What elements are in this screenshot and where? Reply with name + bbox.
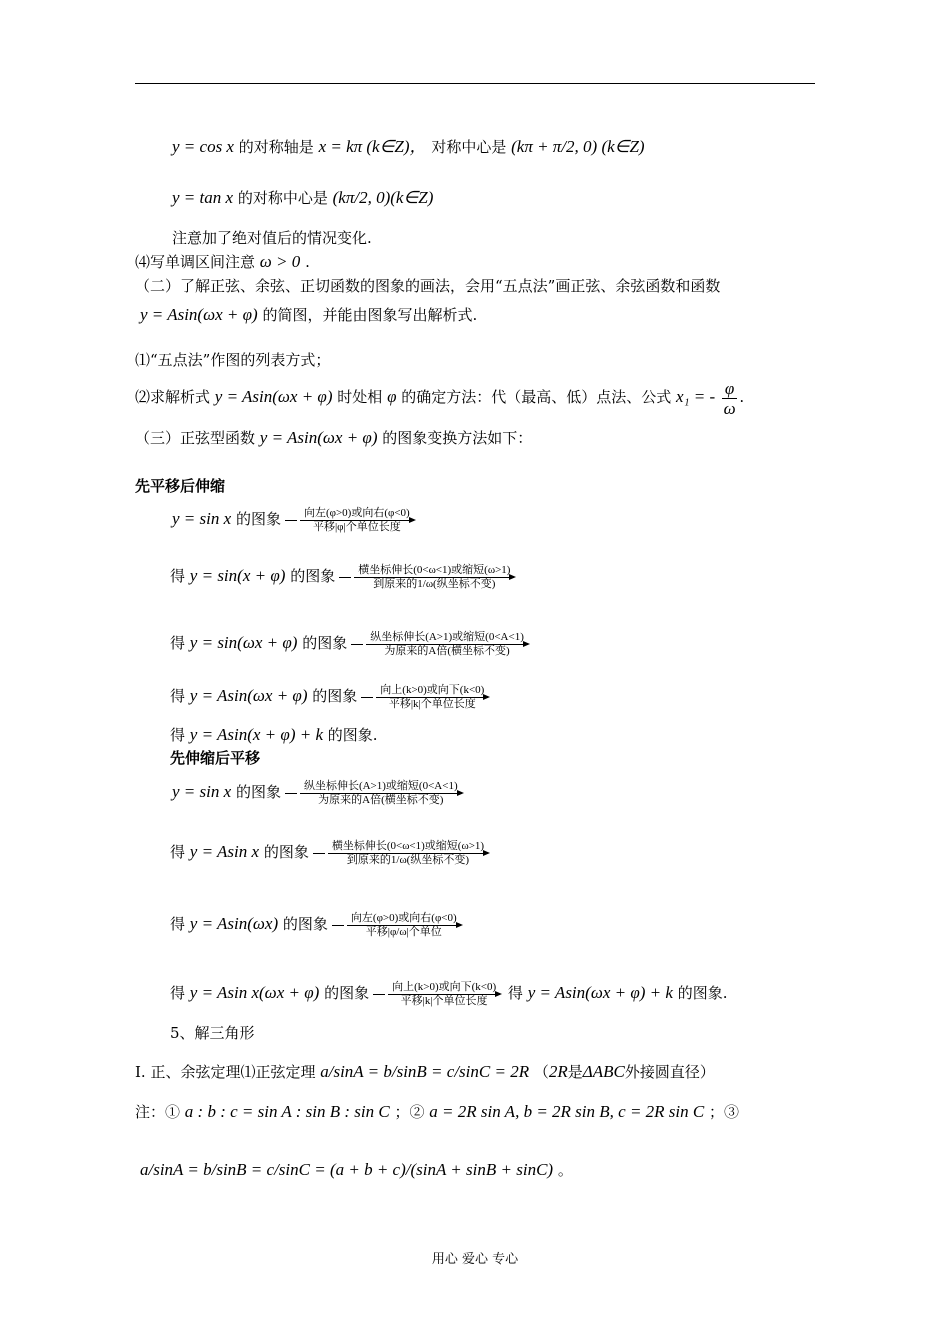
step-formula: y = sin(ωx + φ) xyxy=(189,633,298,652)
step-lead: 得 xyxy=(170,726,186,744)
arrow-top-label: 向上(k>0)或向下(k<0) xyxy=(380,683,485,696)
item-2-phi: φ xyxy=(387,387,397,406)
arrow-bottom-label: 为原来的A倍(横坐标不变) xyxy=(384,644,510,657)
heading-scale-first: 先伸缩后平移 xyxy=(170,749,261,767)
phi-over-omega: $\frac{\varphi}{\omega}$ xyxy=(723,378,736,418)
transform-arrow xyxy=(328,840,488,867)
step-lead: 得 xyxy=(170,567,186,585)
step-text: 的图象 xyxy=(312,687,358,705)
note-3-line xyxy=(140,1160,573,1180)
tan-value: (kπ/2, 0)(k∈Z) xyxy=(332,188,434,207)
heading-translate-first: 先平移后伸缩 xyxy=(135,477,226,495)
arrow-dash xyxy=(373,994,385,995)
step-text: 的图象 xyxy=(324,984,370,1002)
arrow-bottom-label: 平移|φ|个单位长度 xyxy=(312,520,401,533)
step-formula: y = Asin(ωx + φ) xyxy=(189,686,308,705)
method1-step xyxy=(170,719,378,751)
step-lead: 得 xyxy=(170,915,186,933)
arrow-shaft xyxy=(300,793,462,794)
arrow-shaft xyxy=(328,853,488,854)
section-3-prefix: （三）正弦型函数 xyxy=(135,429,256,447)
arrow-top-label: 向上(k>0)或向下(k<0) xyxy=(392,980,497,993)
arrow-top-label: 向左(φ>0)或向右(φ<0) xyxy=(350,911,457,924)
transform-arrow xyxy=(300,507,414,534)
step-text: 的图象 xyxy=(290,567,336,585)
section-3 xyxy=(135,428,532,448)
method1-step xyxy=(170,627,531,659)
tan-symmetry-line xyxy=(172,188,433,208)
item-4 xyxy=(135,252,310,272)
step-lead: 得 xyxy=(170,687,186,705)
arrow-shaft xyxy=(300,520,414,521)
cos-axis-value: x = kπ (k∈Z)， xyxy=(318,137,427,156)
arrow-bottom-label: 到原来的1/ω(纵坐标不变) xyxy=(373,577,496,590)
arrow-top-label: 横坐标伸长(0<ω<1)或缩短(ω>1) xyxy=(358,563,511,576)
arrow-dash xyxy=(285,520,297,521)
item-2-suffix: 的确定方法：代（最高、低）点法、公式 xyxy=(401,388,672,406)
note-2: a = 2R sin A, b = 2R sin B, c = 2R sin C xyxy=(429,1102,705,1121)
note-3-end: 。 xyxy=(557,1161,573,1179)
step-text: 的图象 xyxy=(302,634,348,652)
tan-formula: y = tan x xyxy=(172,188,234,207)
sine-law-line xyxy=(135,1052,715,1092)
arrow-top-label: 纵坐标伸长(A>1)或缩短(0<A<1) xyxy=(303,779,458,792)
step-lead: 得 xyxy=(170,843,186,861)
tail-text: 的图象. xyxy=(677,984,728,1002)
paren-open: （ xyxy=(533,1063,549,1081)
section-2-tail: 的简图，并能由图象写出解析式. xyxy=(262,306,478,324)
two-r: 2R xyxy=(548,1062,568,1081)
step-formula: y = Asin(ωx) xyxy=(189,914,279,933)
arrow-bottom-label: 平移|φ/ω|个单位 xyxy=(365,925,442,938)
transform-arrow xyxy=(376,684,488,711)
method2-step xyxy=(170,836,491,868)
tail-lead: 得 xyxy=(507,984,523,1002)
transform-arrow xyxy=(354,564,514,591)
item-4-formula: ω > 0 xyxy=(259,252,301,271)
diameter-text: 外接圆直径） xyxy=(624,1063,715,1081)
step-text: 的图象 xyxy=(235,783,281,801)
method2-step xyxy=(170,977,727,1009)
page-footer: 用心 爱心 专心 xyxy=(431,1252,519,1267)
abs-note: 注意加了绝对值后的情况变化. xyxy=(172,229,372,247)
arrow-shaft xyxy=(354,577,514,578)
arrow-dash xyxy=(339,577,351,578)
cos-symmetry-line xyxy=(172,137,645,157)
arrow-bottom-label: 为原来的A倍(横坐标不变) xyxy=(318,793,444,806)
tail-formula: y = Asin(ωx + φ) + k xyxy=(527,983,673,1002)
step-text: 的图象. xyxy=(327,726,378,744)
sine-law-formula: a/sinA = b/sinB = c/sinC = 2R xyxy=(320,1062,530,1081)
item-2-formula: y = Asin(ωx + φ) xyxy=(214,387,333,406)
arrow-bottom-label: 平移|k|个单位长度 xyxy=(400,994,488,1007)
notes-line xyxy=(135,1102,739,1122)
arrow-dash xyxy=(285,793,297,794)
cos-center-text: 对称中心是 xyxy=(431,138,507,156)
method2-step xyxy=(170,908,464,940)
tan-text: 的对称中心是 xyxy=(237,189,328,207)
note-sep-1: ；② xyxy=(394,1103,425,1121)
triangle-abc: ΔABC xyxy=(582,1062,625,1081)
header-rule xyxy=(135,83,815,84)
cos-center-value: (kπ + π/2, 0) (k∈Z) xyxy=(511,137,645,156)
step-text: 的图象 xyxy=(282,915,328,933)
section-2-line-2 xyxy=(140,305,477,325)
section-2-text: （二）了解正弦、余弦、正切函数的图象的画法，会用“五点法”画正弦、余弦函数和函数 xyxy=(135,277,721,295)
arrow-dash xyxy=(332,925,344,926)
arrow-bottom-label: 到原来的1/ω(纵坐标不变) xyxy=(346,853,470,866)
arrow-shaft xyxy=(347,925,461,926)
note-1: a : b : c = sin A : sin B : sin C xyxy=(184,1102,390,1121)
arrow-shaft xyxy=(388,994,500,995)
method1-step xyxy=(170,680,491,712)
arrow-top-label: 向左(φ>0)或向右(φ<0) xyxy=(303,506,410,519)
transform-arrow xyxy=(347,912,461,939)
section-5-heading: 5、解三角形 xyxy=(170,1024,255,1042)
arrow-shaft xyxy=(366,644,528,645)
item-2: ⑵求解析式 y = Asin(ωx + φ) 时处相 φ 的确定方法：代（最高、低）点法、公式 x₁ = - $\frac{\varphi}{\omega}$ . xyxy=(135,378,745,418)
is-text: 是 xyxy=(567,1063,583,1081)
step-formula: y = Asin x(ωx + φ) xyxy=(189,983,320,1002)
transform-arrow xyxy=(388,981,500,1008)
step-lead: 得 xyxy=(170,984,186,1002)
method1-step xyxy=(170,560,517,592)
arrow-dash xyxy=(313,853,325,854)
arrow-bottom-label: 平移|k|个单位长度 xyxy=(388,697,476,710)
section-3-formula: y = Asin(ωx + φ) xyxy=(259,428,378,447)
section-2-formula: y = Asin(ωx + φ) xyxy=(140,305,258,324)
step-formula: y = sin(x + φ) xyxy=(189,566,286,585)
step-lead: 得 xyxy=(170,634,186,652)
section-3-suffix: 的图象变换方法如下： xyxy=(382,429,533,447)
sine-law-prefix: Ⅰ. 正、余弦定理⑴正弦定理 xyxy=(135,1063,316,1081)
item-1: ⑴“五点法”作图的列表方式； xyxy=(135,351,331,369)
arrow-shaft xyxy=(376,697,488,698)
step-formula: y = sin x xyxy=(172,509,232,528)
transform-arrow xyxy=(300,780,462,807)
step-text: 的图象 xyxy=(263,843,309,861)
item-4-text: ⑷写单调区间注意 xyxy=(135,253,256,271)
note-prefix: 注：① xyxy=(135,1103,181,1121)
arrow-top-label: 纵坐标伸长(A>1)或缩短(0<A<1) xyxy=(370,630,524,643)
item-4-suffix: . xyxy=(305,253,310,271)
arrow-dash xyxy=(351,644,363,645)
transform-arrow xyxy=(366,631,528,658)
item-2-mid: 时处相 xyxy=(337,388,383,406)
cos-axis-text: 的对称轴是 xyxy=(238,138,314,156)
step-formula: y = Asin(x + φ) + k xyxy=(189,725,323,744)
arrow-dash xyxy=(361,697,373,698)
method2-step xyxy=(172,776,465,808)
step-formula: y = sin x xyxy=(172,782,232,801)
item-2-prefix: ⑵求解析式 xyxy=(135,388,211,406)
arrow-top-label: 横坐标伸长(0<ω<1)或缩短(ω>1) xyxy=(331,839,485,852)
method1-step xyxy=(172,503,417,535)
step-text: 的图象 xyxy=(235,510,281,528)
note-sep-2: ；③ xyxy=(709,1103,740,1121)
step-formula: y = Asin x xyxy=(189,842,260,861)
item-2-x1: x₁ = - xyxy=(676,387,716,406)
note-3: a/sinA = b/sinB = c/sinC = (a + b + c)/(sinA + sinB + sinC) xyxy=(140,1160,554,1179)
cos-formula: y = cos x xyxy=(172,137,234,156)
